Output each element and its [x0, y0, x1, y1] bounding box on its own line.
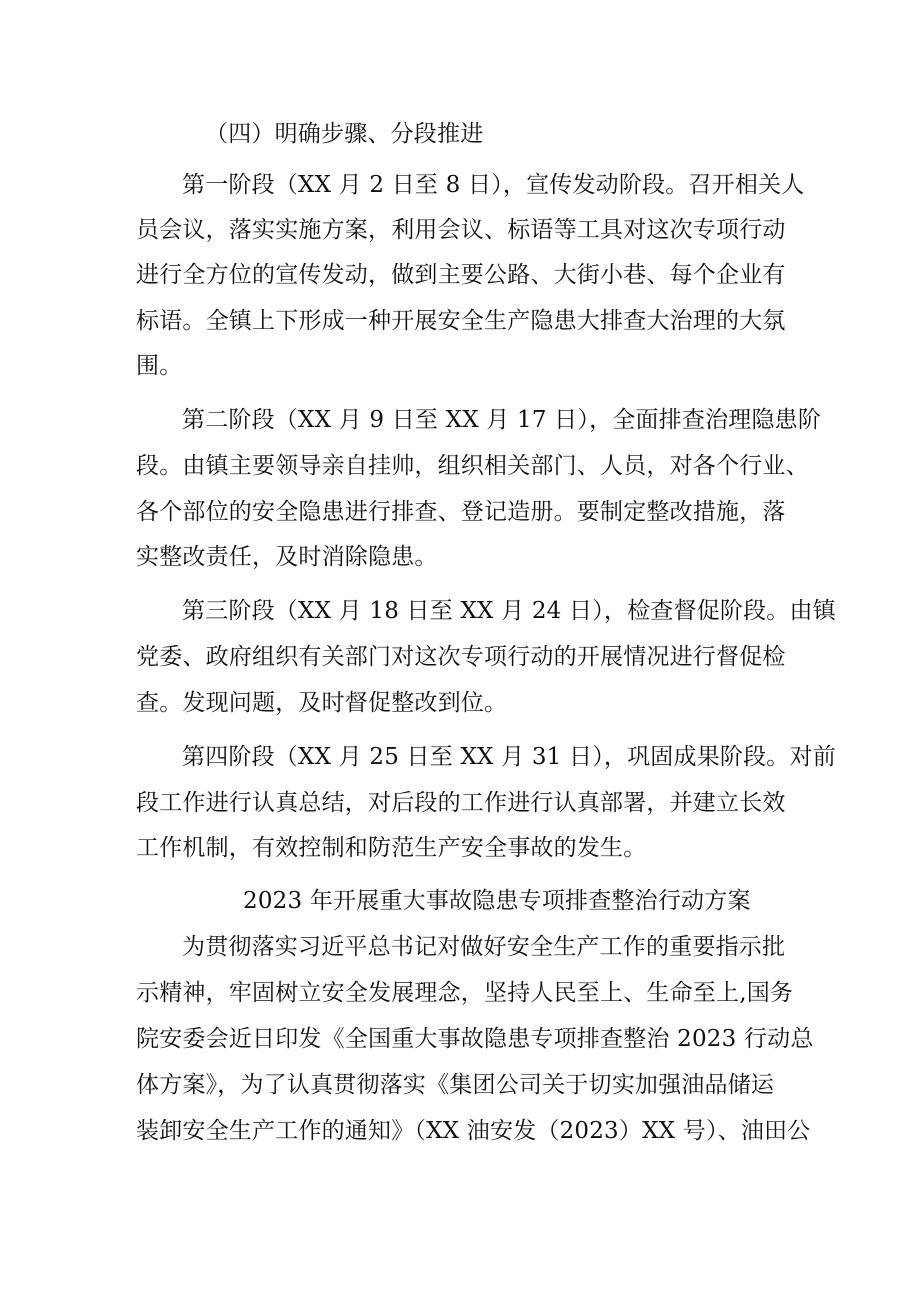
paragraph-line: 段。由镇主要领导亲自挂帅，组织相关部门、人员，对各个行业、 — [136, 453, 809, 479]
paragraph-line: 第二阶段（XX 月 9 日至 XX 月 17 日），全面排查治理隐患阶 — [182, 407, 822, 433]
paragraph-line: 标语。全镇上下形成一种开展安全生产隐患大排查大治理的大氛 — [136, 308, 786, 334]
paragraph-line: 第一阶段（XX 月 2 日至 8 日），宣传发动阶段。召开相关人 — [182, 172, 805, 198]
paragraph-line: 装卸安全生产工作的通知》（XX 油安发（2023）XX 号）、油田公 — [136, 1118, 811, 1144]
paragraph-line: 各个部位的安全隐患进行排查、登记造册。要制定整改措施，落 — [136, 499, 786, 525]
paragraph-line: 员会议，落实实施方案，利用会议、标语等工具对这次专项行动 — [136, 217, 786, 243]
document-title: 2023 年开展重大事故隐患专项排查整治行动方案 — [243, 888, 751, 914]
section-heading: （四）明确步骤、分段推进 — [205, 121, 484, 147]
paragraph-line: 进行全方位的宣传发动，做到主要公路、大街小巷、每个企业有 — [136, 262, 786, 288]
paragraph-line: 院安委会近日印发《全国重大事故隐患专项排查整治 2023 行动总 — [136, 1026, 814, 1052]
paragraph-line: 工作机制，有效控制和防范生产安全事故的发生。 — [136, 835, 647, 861]
paragraph-line: 示精神，牢固树立安全发展理念，坚持人民至上、生命至上,国务 — [136, 980, 794, 1006]
paragraph-line: 围。 — [136, 353, 183, 379]
paragraph-line: 段工作进行认真总结，对后段的工作进行认真部署，并建立长效 — [136, 790, 786, 816]
paragraph-line: 体方案》，为了认真贯彻落实《集团公司关于切实加强油品储运 — [136, 1072, 775, 1098]
paragraph-line: 查。发现问题，及时督促整改到位。 — [136, 690, 508, 716]
paragraph-line: 实整改责任，及时消除隐患。 — [136, 544, 438, 570]
paragraph-line: 第四阶段（XX 月 25 日至 XX 月 31 日），巩固成果阶段。对前 — [182, 744, 836, 770]
paragraph-line: 第三阶段（XX 月 18 日至 XX 月 24 日），检查督促阶段。由镇 — [182, 598, 836, 624]
paragraph-line: 党委、政府组织有关部门对这次专项行动的开展情况进行督促检 — [136, 644, 786, 670]
paragraph-line: 为贯彻落实习近平总书记对做好安全生产工作的重要指示批 — [182, 934, 786, 960]
